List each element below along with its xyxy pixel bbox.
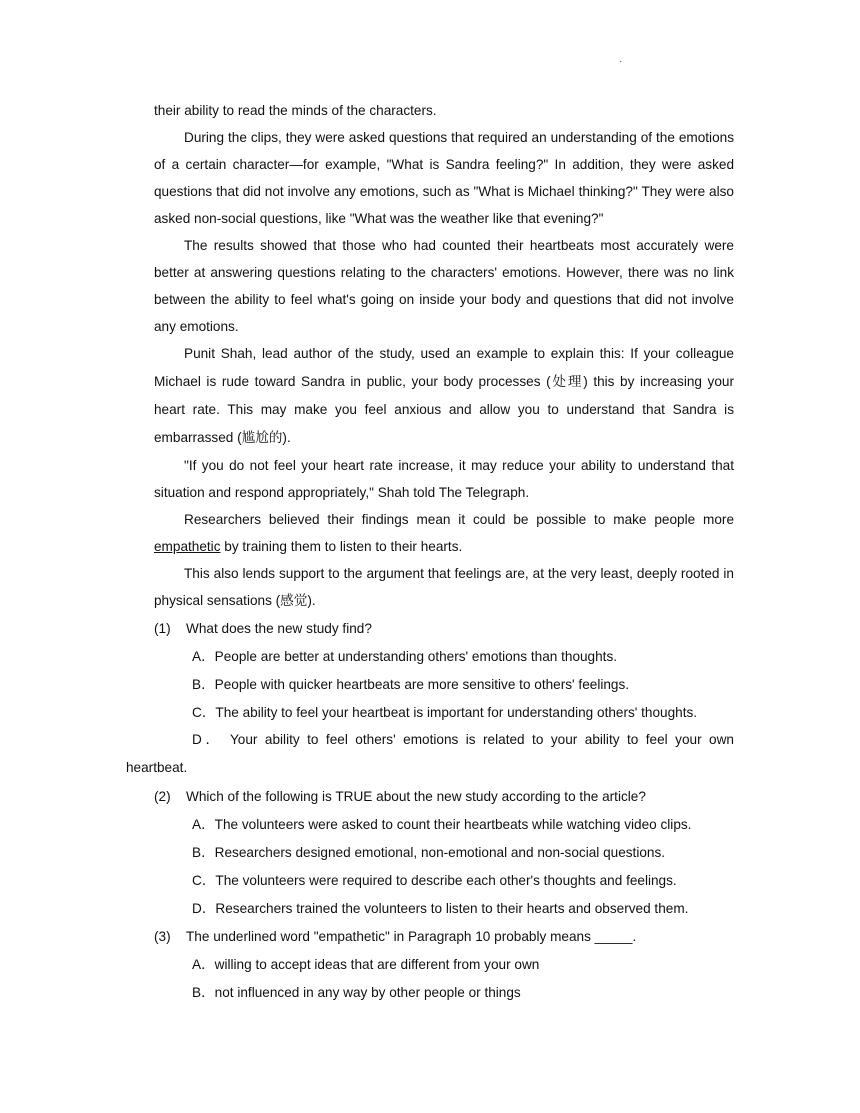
question-1 [154,614,734,642]
header-mark: · [619,56,623,67]
question-2 [154,782,734,810]
question-stem: Which of the following is TRUE about the new study according to the article? [186,789,646,804]
question-number: (3) [154,929,171,944]
option-2b: B．Researchers designed emotional, non-emotional and non-social questions. [192,845,666,860]
option-3b: B．not influenced in any way by other people or things [192,985,521,1000]
paragraph-4: "If you do not feel your heart rate increase, it may reduce your ability to understand that situation and respond appropriately," Shah told The Telegraph. [154,458,734,500]
paragraph-2: The results showed that those who had counted their heartbeats most accurately were better at answering questions relating to the characters' emotions. However, there was no link between the ability to feel what's going on inside your body and questions that did not involve any emotions. [154,238,734,334]
paragraph-1: During the clips, they were asked questions that required an understanding of the emotions of a certain character—for example, "What is Sandra feeling?" In addition, they were asked questions that did not involve any emotions, such as "What is Michael thinking?" They were also asked non-social questions, like "What was the weather like that evening?" [154,130,734,226]
paragraph-5-text-b: by training them to listen to their hearts. [220,539,463,554]
question-number: (1) [154,621,171,636]
paragraph-0: their ability to read the minds of the characters. [154,103,437,118]
question-stem: The underlined word "empathetic" in Paragraph 10 probably means _____. [186,929,637,944]
option-2c: C．The volunteers were required to describe each other's thoughts and feelings. [192,873,677,888]
option-2a: A．The volunteers were asked to count their heartbeats while watching video clips. [192,817,692,832]
option-1d: D． Your ability to feel others' emotions is related to your ability to feel your own heartbeat. [126,732,734,775]
option-1a: A．People are better at understanding others' emotions than thoughts. [192,649,618,664]
paragraph-3: Punit Shah, lead author of the study, used an example to explain this: If your colleague Michael is rude toward Sandra in public, your body processes (处理) this by increasing your heart rate. This may make you feel anxious and allow you to understand that Sandra is embarrassed (尴尬的). [154,346,734,445]
option-2d: D．Researchers trained the volunteers to listen to their hearts and observed them. [192,901,689,916]
underlined-word: empathetic [154,539,221,554]
option-1b: B．People with quicker heartbeats are more sensitive to others' feelings. [192,677,630,692]
option-1c: C．The ability to feel your heartbeat is important for understanding others' thoughts. [192,705,698,720]
option-3a: A．willing to accept ideas that are different from your own [192,957,540,972]
paragraph-5-text-a: Researchers believed their findings mean it could be possible to make people more [184,512,734,527]
paragraph-6: This also lends support to the argument that feelings are, at the very least, deeply rooted in physical sensations (感觉). [154,566,734,608]
option-1d-wrap [126,726,734,782]
paragraph-5 [154,506,734,560]
question-stem: What does the new study find? [186,621,372,636]
article-body [126,97,734,1006]
question-3 [154,922,734,950]
question-number: (2) [154,789,171,804]
